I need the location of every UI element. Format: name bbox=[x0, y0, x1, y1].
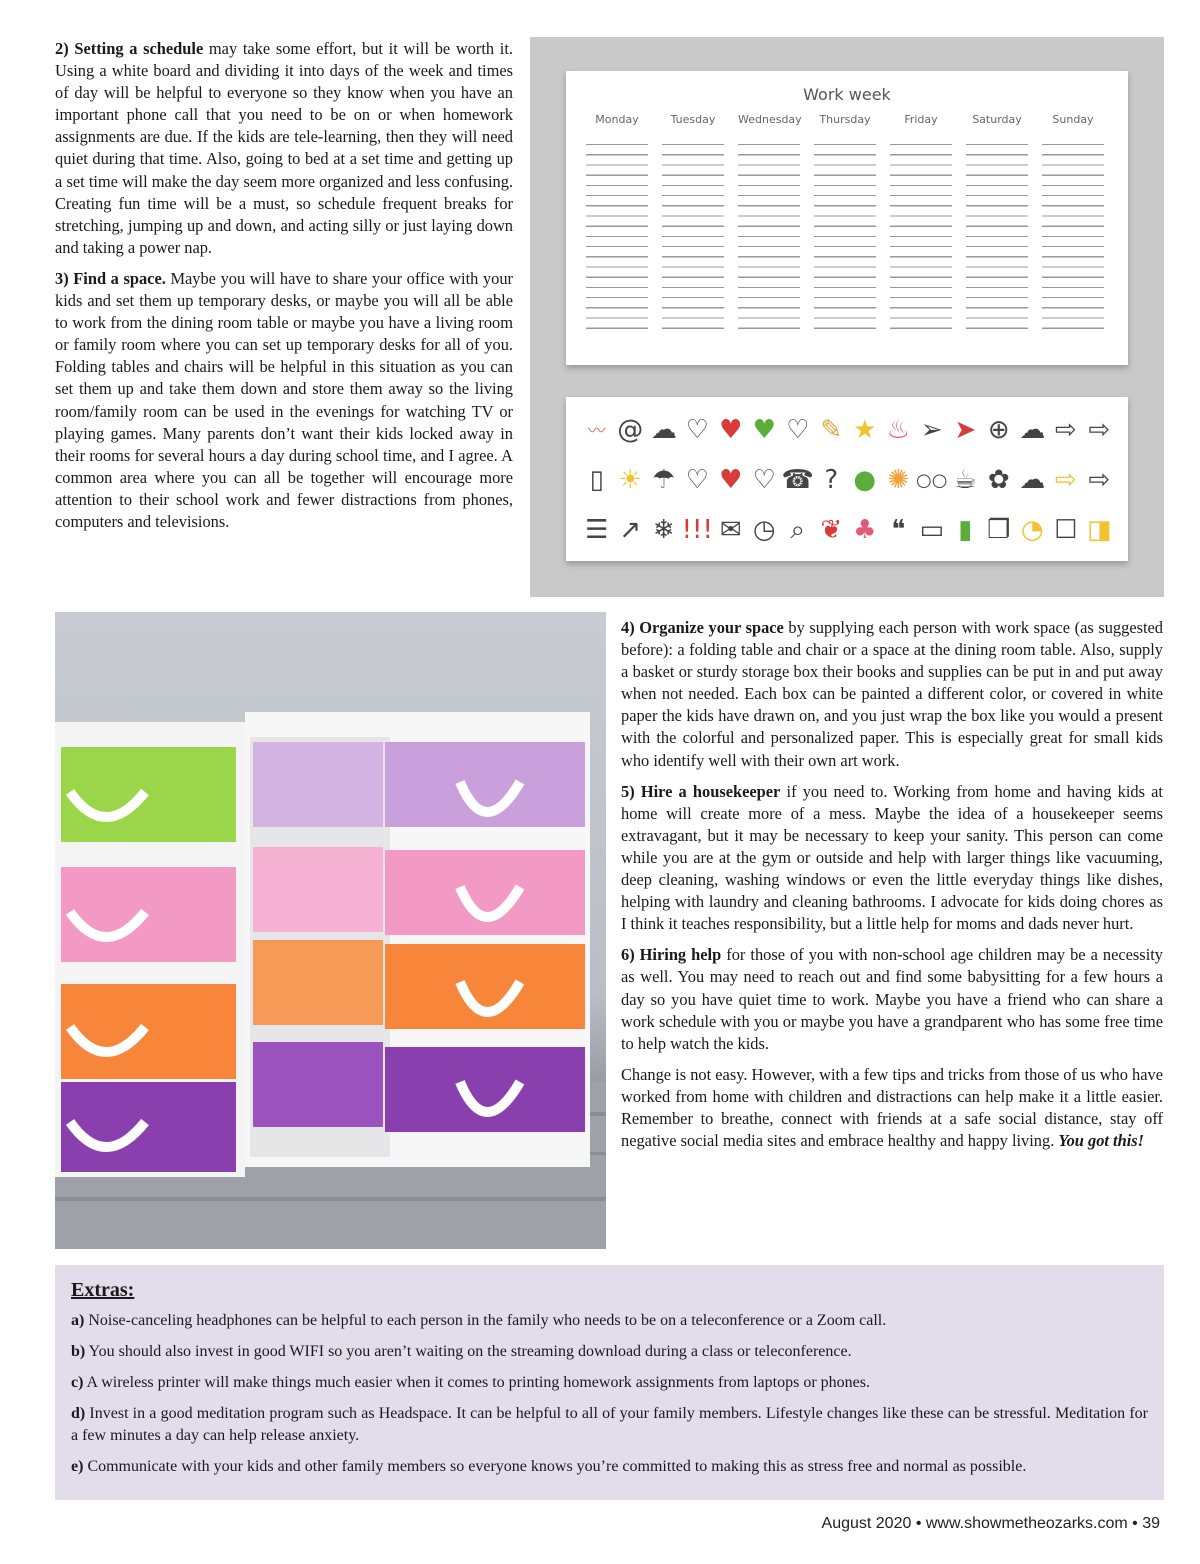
extras-item-letter: b) bbox=[71, 1343, 86, 1360]
extras-item-letter: e) bbox=[71, 1458, 84, 1475]
cupcake-icon: ♣ bbox=[853, 515, 877, 545]
page-footer: August 2020 • www.showmetheozarks.com • 39 bbox=[821, 1515, 1160, 1532]
arrow-right-icon: ➢ bbox=[920, 415, 943, 445]
day-lines bbox=[890, 135, 952, 331]
extras-item-letter: c) bbox=[71, 1374, 84, 1391]
arrow-red-icon: ➤ bbox=[954, 415, 977, 445]
heading-organize-space: 4) Organize your space bbox=[621, 618, 784, 637]
chart-icon: ↗ bbox=[619, 515, 642, 545]
day-label: Wednesday bbox=[738, 113, 802, 126]
heart-red-icon: ♥ bbox=[719, 465, 743, 495]
extras-item-letter: a) bbox=[71, 1312, 85, 1329]
sticky-note-icon: ◨ bbox=[1086, 515, 1112, 545]
day-lines bbox=[814, 135, 876, 331]
day-lines bbox=[966, 135, 1028, 331]
magnifier-icon: ⌕ bbox=[790, 514, 806, 545]
arrow-right-icon: ⇨ bbox=[1088, 415, 1111, 445]
envelope-icon: ✉ bbox=[719, 515, 742, 545]
cloud-icon: ☁ bbox=[650, 415, 677, 445]
day-column bbox=[738, 113, 800, 331]
paragraph-setting-schedule bbox=[55, 38, 513, 259]
day-column bbox=[662, 113, 724, 331]
pie-chart-icon: ◔ bbox=[1020, 515, 1044, 545]
dots-icon: ○○ bbox=[916, 469, 948, 491]
storage-drawers-photo bbox=[55, 612, 606, 1249]
paragraph-hiring-help bbox=[621, 944, 1163, 1054]
text-setting-schedule: may take some effort, but it will be worth it. Using a white board and dividing it into days of the week and times of day will be helpful to everyone so they know when you have an important phone call that you need to be on or when homework assignments are due. If the kids are tele-learning, then they will need quiet during that time. Also, going to bed at a set time and getting up a set time will make the day seem more organized and less confusing. Creating fun time will be a must, so schedule frequent breaks for stretching, jumping up and down, and acting silly or just laying down and taking a power nap. bbox=[55, 39, 514, 257]
book-green-icon: ▮ bbox=[958, 515, 973, 545]
apple-icon: ● bbox=[853, 465, 877, 495]
extras-item bbox=[71, 1456, 1148, 1478]
extras-item bbox=[71, 1310, 1148, 1332]
phone-icon: ▯ bbox=[589, 465, 604, 495]
extras-item bbox=[71, 1372, 1148, 1394]
heading-find-space: 3) Find a space. bbox=[55, 268, 166, 288]
coffee-icon: ☕ bbox=[953, 465, 977, 495]
star-icon: ★ bbox=[853, 415, 877, 445]
doodle-sticker-sheet bbox=[566, 397, 1128, 561]
arrow-right-icon: ⇨ bbox=[1054, 415, 1077, 445]
day-label: Monday bbox=[595, 113, 639, 126]
arrow-yellow-icon: ⇨ bbox=[1054, 465, 1077, 495]
sun-icon: ☀ bbox=[618, 465, 642, 495]
schedule-illustration bbox=[530, 37, 1164, 597]
speech-bubble-icon: ☐ bbox=[1054, 515, 1078, 545]
day-lines bbox=[1042, 135, 1104, 331]
day-lines bbox=[738, 135, 800, 331]
arrow-right-icon: ⇨ bbox=[1088, 465, 1111, 495]
extras-item-text: You should also invest in good WIFI so you aren’t waiting on the streaming download during a class or teleconference. bbox=[85, 1343, 852, 1360]
day-column bbox=[1042, 113, 1104, 331]
extras-item bbox=[71, 1341, 1148, 1363]
extras-heading: Extras: bbox=[71, 1279, 135, 1301]
right-column bbox=[621, 617, 1163, 1161]
text-hire-housekeeper: if you need to. Working from home and having kids at home will create more of a mess. Maybe the idea of a housekeeper seems extravagant, but it may be necessary to keep your sanity. This person can come while you are at the gym or outside and help with larger things like vacuuming, deep cleaning, washing windows or even the little everyday things like dishes, helping with laundry and cleaning bathrooms. I advocate for kids doing chores as I think it teaches responsibility, but a little help for moms and dads never hurt. bbox=[621, 781, 1163, 934]
day-label: Sunday bbox=[1052, 113, 1094, 126]
left-column bbox=[55, 38, 513, 542]
heading-setting-schedule: 2) Setting a schedule bbox=[55, 39, 204, 58]
day-label: Friday bbox=[904, 113, 938, 126]
heart-outline-icon: ♡ bbox=[685, 415, 709, 445]
day-column bbox=[966, 113, 1028, 331]
paragraph-closing bbox=[621, 1064, 1163, 1152]
at-sign-icon: @ bbox=[617, 415, 644, 445]
snow-cloud-icon: ❄ bbox=[652, 515, 675, 545]
exclamation-icon: !!! bbox=[681, 515, 713, 545]
text-closing: Change is not easy. However, with a few tips and tricks from those of us who have worked from home with children and distractions can help make it a little easier. Remember to breathe, connect with friends at a safe social distance, stay off negative social media sites and embrace healthy and happy living. bbox=[621, 1064, 1163, 1151]
text-hiring-help: for those of you with non-school age children may be a necessity as well. You may need to reach out and find some babysitting for a few hours a day so you have quiet time to work. Maybe you have a friend who can share a work schedule with you or maybe you have a grandparent who has some free time to help watch the kids. bbox=[621, 945, 1163, 1053]
day-label: Thursday bbox=[819, 113, 871, 126]
day-lines bbox=[586, 135, 648, 331]
open-book-icon: ❐ bbox=[987, 515, 1011, 545]
wavy-lines-icon: 〰 bbox=[587, 421, 606, 442]
extras-box bbox=[55, 1265, 1164, 1500]
day-label: Saturday bbox=[972, 113, 1022, 126]
paragraph-organize-space bbox=[621, 617, 1163, 772]
heart-outline-icon: ♡ bbox=[685, 465, 709, 495]
globe-icon: ⊕ bbox=[987, 415, 1010, 445]
doodle-grid bbox=[580, 405, 1116, 555]
extras-item-text: Invest in a good meditation program such as Headspace. It can be helpful to all of your family members. Lifestyle changes like these can be stressful. Meditation for a few minutes a day can help release anxiety. bbox=[71, 1405, 1148, 1444]
text-organize-space: by supplying each person with work space (as suggested before): a folding table and chair or a space at the dining room table. Also, supply a basket or sturdy storage box their books and supplies can be put in and put away when not needed. Each box can be painted a different color, or covered in white paper the kids have drawn on, and you just wrap the box like you would a present with the colorful and personalized paper. This is especially great for small kids who identify well with their own art work. bbox=[621, 618, 1163, 770]
extras-item-text: Noise-canceling headphones can be helpful to each person in the family who needs to be on a teleconference or a Zoom call. bbox=[84, 1312, 887, 1329]
paragraph-find-space bbox=[55, 268, 513, 533]
day-lines bbox=[662, 135, 724, 331]
extras-item-text: A wireless printer will make things much easier when it comes to printing homework assignments from laptops or phones. bbox=[83, 1374, 870, 1391]
drawers-illustration bbox=[55, 612, 606, 1249]
telephone-icon: ☎ bbox=[781, 465, 814, 495]
extras-item bbox=[71, 1403, 1148, 1447]
heading-hire-housekeeper: 5) Hire a housekeeper bbox=[621, 781, 781, 801]
heading-hiring-help: 6) Hiring help bbox=[621, 945, 722, 965]
paragraph-hire-housekeeper bbox=[621, 781, 1163, 936]
cloud-icon: ☁ bbox=[1019, 465, 1046, 495]
flower-vase-icon: ✿ bbox=[987, 465, 1010, 495]
pencil-icon: ✎ bbox=[820, 415, 843, 445]
work-week-planner bbox=[566, 71, 1128, 365]
notepad-icon: ☰ bbox=[585, 515, 609, 545]
question-icon: ? bbox=[824, 465, 839, 495]
cloud-icon: ☁ bbox=[1019, 415, 1046, 445]
cherry-icon: ❦ bbox=[820, 515, 843, 545]
extras-item-text: Communicate with your kids and other family members so everyone knows you’re committed to making this as stress free and normal as possible. bbox=[83, 1458, 1027, 1475]
cake-icon: ♨ bbox=[886, 415, 910, 445]
storm-cloud-icon: ☂ bbox=[652, 465, 676, 495]
planner-title: Work week bbox=[803, 85, 891, 104]
extras-item-letter: d) bbox=[71, 1405, 86, 1422]
heart-red-icon: ♥ bbox=[719, 415, 743, 445]
heart-outline-icon: ♡ bbox=[752, 465, 776, 495]
heart-green-icon: ♥ bbox=[752, 415, 776, 445]
speech-bubble-icon: ❝ bbox=[891, 515, 906, 545]
orange-icon: ✺ bbox=[887, 465, 910, 495]
day-column bbox=[814, 113, 876, 331]
laptop-icon: ▭ bbox=[919, 515, 945, 545]
clock-icon: ◷ bbox=[752, 515, 776, 545]
day-column bbox=[586, 113, 648, 331]
closing-emphasis: You got this! bbox=[1058, 1131, 1145, 1151]
heart-outline-icon: ♡ bbox=[786, 415, 810, 445]
day-label: Tuesday bbox=[670, 113, 716, 126]
text-find-space: Maybe you will have to share your office with your kids and set them up temporary desks, or maybe you will all be able to work from the dining room table or maybe you have a living room or family room where you can set up temporary desks for all of you. Folding tables and chairs will be helpful in this situation as you can set them up and take them down and store them away so the living room/family room can be used in the evenings for watching TV or playing games. Many parents don’t want their kids locked away in their rooms for several hours a day during school time, and I agree. A common area where you can all be together will encourage more attention to their school work and fewer distractions from phones, computers and televisions. bbox=[55, 268, 513, 531]
day-column bbox=[890, 113, 952, 331]
